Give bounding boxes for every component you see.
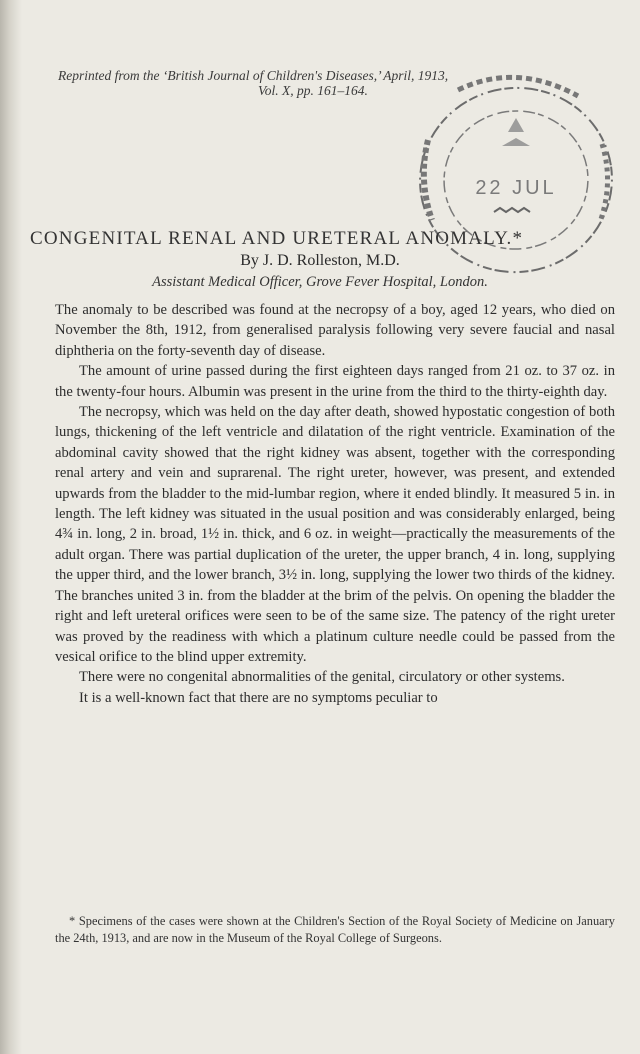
paragraph-5: It is a well-known fact that there are no symptoms peculiar to: [79, 689, 438, 706]
reprint-line-2: Vol. X, pp. 161–164.: [258, 83, 368, 98]
paragraph-2: The amount of urine passed during the first eighteen days ranged from 21 oz. to 37 oz. in the twenty-four hours. Albumin was present in the urine from the third to the thirty-eighth day.: [55, 363, 615, 400]
paragraph-4: There were no congenital abnormalities of the genital, circulatory or other systems.: [79, 669, 565, 686]
reprint-line-1: Reprinted from the ‘British Journal of Children's Diseases,’ April, 1913,: [58, 68, 449, 83]
author-affiliation: Assistant Medical Officer, Grove Fever Hospital, London.: [152, 274, 488, 290]
author-byline: By J. D. Rolleston, M.D.: [240, 252, 400, 269]
paragraph-3: The necropsy, which was held on the day after death, showed hypostatic congestion of both lungs, thickening of the left ventricle and dilatation of the right ventricle. Examination of the abdominal cavity showed that the right kidney was absent, together with the corresponding renal artery and vein and suprarenal. The right ureter, however, was present, and extended upwards from the bladder to the mid-lumbar region, where it ended blindly. It measured 5 in. in length. The left kidney was situated in the usual position and was considerably enlarged, being 4¾ in. long, 2 in. broad, 1½ in. thick, and 6 oz. in weight—practically the measurements of the adult organ. There was partial duplication of the ureter, the upper branch, 4 in. long, supplying the upper third, and the lower branch, 3½ in. long, supplying the lower two thirds of the kidney. The branches united 3 in. from the bladder at the brim of the pelvis. On opening the bladder the right and left ureteral orifices were seen to be of the same size. The patency of the right ureter was proved by the readiness with which a platinum culture needle could be passed from the vesical orifice to the blind upper extremity.: [55, 404, 615, 665]
stamp-date: 22 JUL: [475, 177, 557, 199]
library-stamp: [398, 70, 626, 282]
paragraph-1: The anomaly to be described was found at the necropsy of a boy, aged 12 years, who died on November the 8th, 1912, from generalised paralysis following very severe faucial and nasal diphtheria on the forty-seventh day of disease.: [55, 302, 615, 359]
article-body: [55, 300, 615, 708]
article-title: CONGENITAL RENAL AND URETERAL ANOMALY.*: [30, 228, 524, 249]
library-stamp-graphic: [398, 70, 626, 282]
footnote: [55, 913, 615, 946]
footnote-text: * Specimens of the cases were shown at the Children's Section of the Royal Society of Medicine on January the 24th, 1913, and are now in the Museum of the Royal College of Surgeons.: [55, 914, 615, 945]
